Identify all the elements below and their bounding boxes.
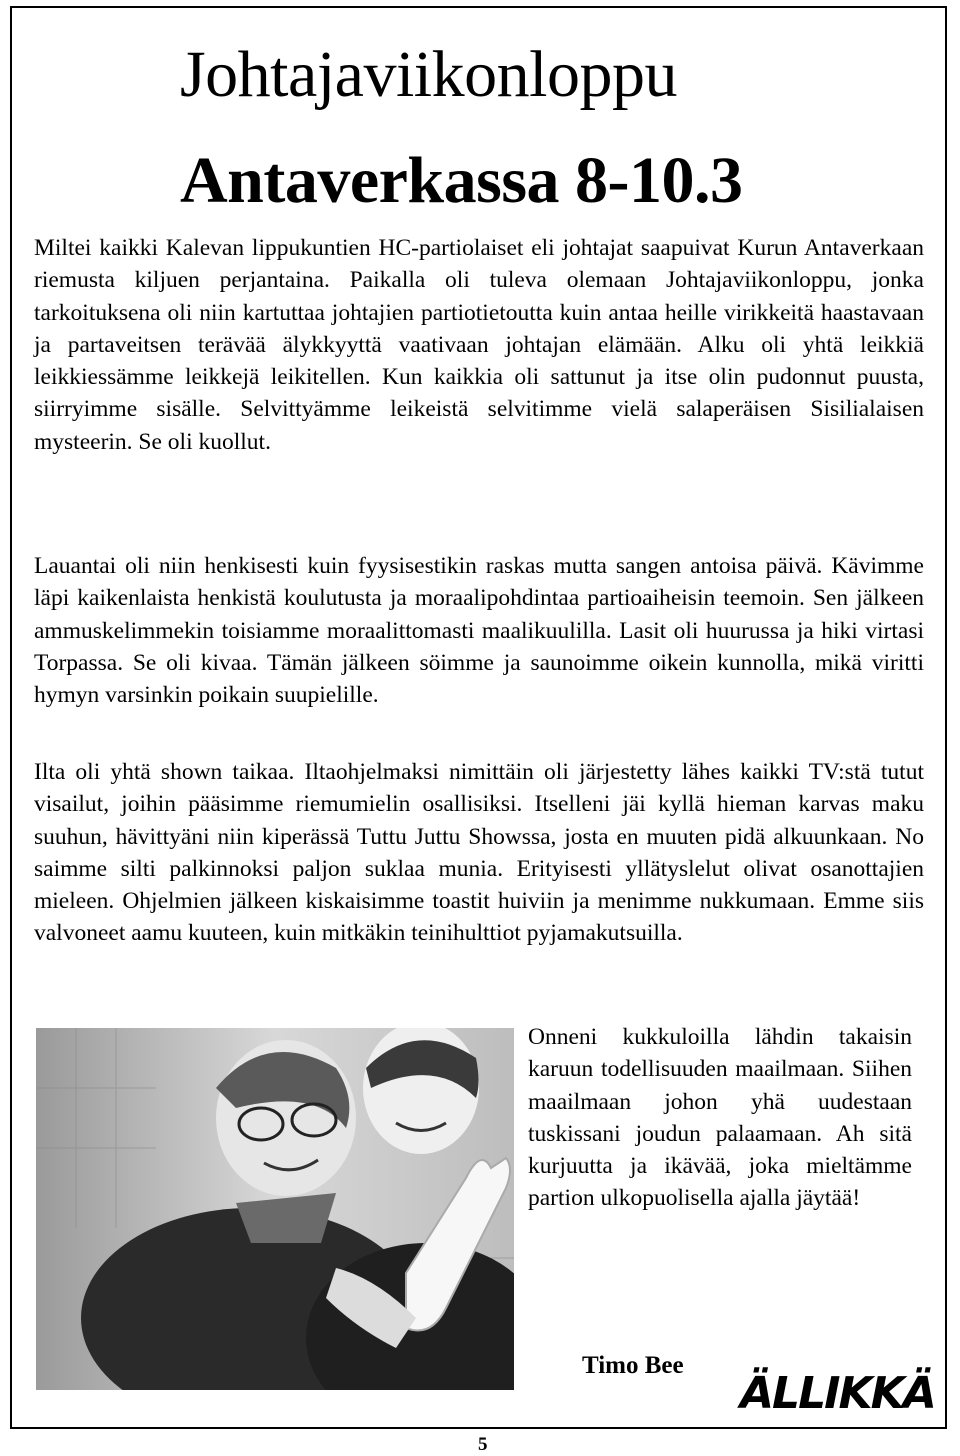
article-paragraph-3: Ilta oli yhtä shown taikaa. Iltaohjelmaksi nimittäin oli järjestetty lähes kaikki TV:stä tutut visailut, joihin pääsimme riemumielin osallisiksi. Itselleni jäi kyllä hieman karvas maku suuhun, hävittyäni niin kiperässä Tuttu Juttu Showssa, josta en muuten pidä alkuunkaan. No saimme silti palkinnoksi paljon suklaa munia. Erityisesti yllätyslelut olivat osanottajien mieleen. Ohjelmien jälkeen kiskaisimme toastit huiviin ja menimme nukkumaan. Emme siis valvoneet aamu kuuteen, kuin mitkäkin teinihulttiot pyjamakutsuilla. [34, 759, 924, 947]
article-paragraph-4: Onneni kukkuloilla lähdin takaisin karuun todellisuuden maailmaan. Siihen maailmaan johon yhä uudestaan tuskissani joudun palaamaan. Ah sitä kurjuutta ja ikävää, joka mieltämme partion ulkopuolisella ajalla jäytää! [528, 1024, 912, 1212]
article-title-line1: Johtajaviikonloppu [180, 38, 677, 111]
article-paragraph-1: Miltei kaikki Kalevan lippukuntien HC-partiolaiset eli johtajat saapuivat Kurun Antaverkaan riemusta kiljuen perjantaina. Paikalla oli tuleva olemaan Johtajaviikonloppu, jonka tarkoituksena oli niin kartuttaa johtajien partiotietoutta kuin antaa heille virikkeitä haastavaan ja partaveitsen terävää älykkyyttä vaativaan johtajan elämään. Alku oli yhtä leikkiä leikkiessämme leikkejä leikitellen. Kun kaikkia oli sattunut ja itse olin pudonnut puusta, siirryimme sisälle. Selvittyämme leikeistä selvitimme vielä salaperäisen Sisilialaisen mysteerin. Se oli kuollut. [34, 235, 924, 455]
photo-illustration [36, 1028, 514, 1390]
article-paragraph-2: Lauantai oli niin henkisesti kuin fyysisestikin raskas mutta sangen antoisa päivä. Kävimme läpi kaikenlaista henkistä koulutusta ja moraalipohdintaa partioaiheisin teemoin. Sen jälkeen ammuskelimmekin toisiamme moraalittomasti maalikuulilla. Lasit oli huurussa ja hiki virtasi Torpassa. Se oli kivaa. Tämän jälkeen söimme ja saunoimme oikein kunnolla, mikä viritti hymyn varsinkin poikain suupielille. [34, 553, 924, 709]
article-title-line2: Antaverkassa 8-10.3 [180, 144, 743, 217]
magazine-logo: ÄLLIKKÄ [740, 1368, 935, 1419]
author-name: Timo Bee [582, 1352, 684, 1379]
page-number: 5 [478, 1434, 488, 1455]
article-photo [36, 1028, 514, 1390]
